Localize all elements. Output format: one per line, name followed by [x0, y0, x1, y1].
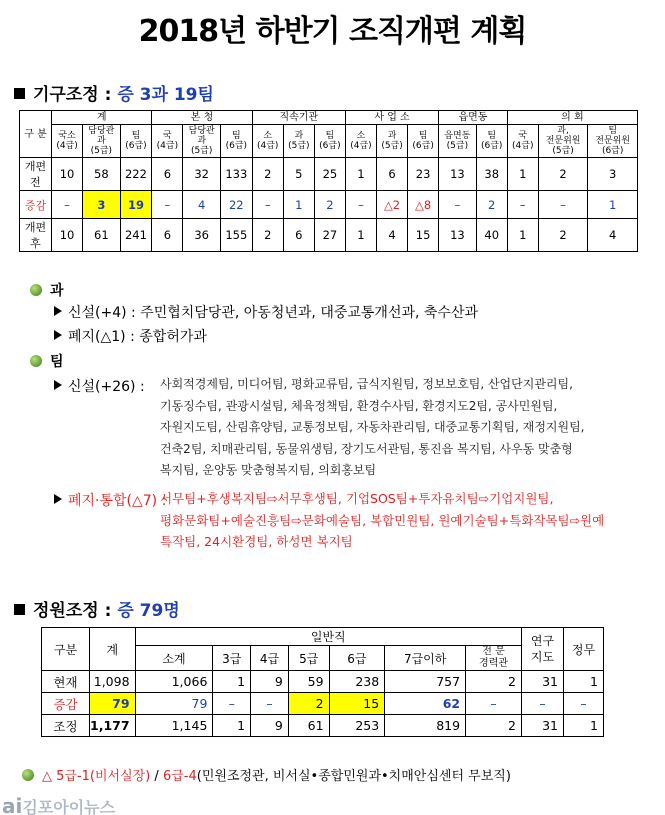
table-cell: –: [152, 191, 183, 219]
table-cell: 6: [152, 219, 183, 252]
team-new-line: 건축2팀, 치매관리팀, 동물위생팀, 장기도서관팀, 통진읍 복지팀, 사우동 맞춤형: [160, 441, 573, 456]
staff-row-label: 조정: [42, 715, 90, 737]
staff-cell: 1,066: [135, 671, 213, 693]
table-row: [20, 191, 638, 219]
table-cell: 58: [83, 158, 121, 191]
table-cell: 4: [377, 219, 408, 252]
section-org-highlight: 증 3과 19팀: [117, 85, 214, 105]
staff-cell: 31: [522, 671, 564, 693]
table-cell: 13: [439, 158, 477, 191]
org-table: [19, 110, 638, 252]
table-cell: 40: [476, 219, 507, 252]
staff-cell: –: [564, 693, 604, 715]
staff-cell: 79: [135, 693, 213, 715]
table-cell: 222: [120, 158, 152, 191]
gubun-header: 구 분: [20, 111, 52, 158]
staff-cell: 1: [213, 671, 251, 693]
section-org-label: 기구조정 :: [33, 85, 112, 105]
staff-cell: 79: [90, 693, 136, 715]
table-cell: 4: [183, 191, 221, 219]
team-new-line: 기동징수팀, 관광시설팀, 체육정책팀, 환경수사팀, 환경지도2팀, 공사민원팀,: [160, 398, 558, 413]
table-cell: 2: [252, 158, 283, 191]
table-cell: △2: [377, 191, 408, 219]
row-label: 개편전: [20, 158, 52, 191]
table-cell: 133: [220, 158, 252, 191]
triangle-bullet-icon: [54, 380, 62, 390]
group-header: 직속기관: [252, 111, 345, 125]
staff-sub-header: 3급: [213, 646, 251, 671]
staff-cell: 62: [385, 693, 466, 715]
staff-sub-header: 5급: [288, 646, 329, 671]
table-cell: 10: [52, 219, 83, 252]
team-merge-line: 서무팀+후생복지팀⇨서무후생팀, 기업SOS팀+투자유치팀⇨기업지원팀,: [160, 491, 554, 506]
table-cell: 3: [83, 191, 121, 219]
table-cell: 155: [220, 219, 252, 252]
staff-cell: 1,177: [90, 715, 136, 737]
triangle-bullet-icon: [54, 306, 62, 316]
section-org-heading: [14, 80, 214, 105]
staff-row-label: 현재: [42, 671, 90, 693]
table-cell: 10: [52, 158, 83, 191]
table-cell: 2: [252, 219, 283, 252]
table-cell: –: [507, 191, 538, 219]
team-new-line: 사회적경제팀, 미디어팀, 평화교류팀, 급식지원팀, 정보보호팀, 산업단지관리팀,: [160, 377, 573, 391]
sub-header-cell: 과 (5급): [377, 125, 408, 158]
table-cell: 19: [120, 191, 152, 219]
table-cell: 1: [507, 219, 538, 252]
sub-header-cell: 국 (4급): [152, 125, 183, 158]
staff-cell: 819: [385, 715, 466, 737]
triangle-bullet-icon: [54, 494, 62, 504]
group-header: 사 업 소: [345, 111, 438, 125]
table-cell: 2: [538, 219, 588, 252]
staff-cell: 1,098: [90, 671, 136, 693]
staff-total-header: 계: [90, 628, 136, 671]
table-cell: 241: [120, 219, 152, 252]
staff-cell: 238: [329, 671, 385, 693]
staff-cell: 1: [564, 671, 604, 693]
sub-header-cell: 국 (4급): [507, 125, 538, 158]
green-bullet-icon: [22, 769, 34, 781]
staff-cell: 2: [466, 671, 522, 693]
section-staff-label: 정원조정 :: [33, 601, 112, 621]
team-heading: 팀: [30, 351, 64, 371]
table-cell: 1: [588, 191, 638, 219]
group-header: 본 청: [152, 111, 252, 125]
sub-header-cell: 팀 (6급): [408, 125, 439, 158]
staff-cell: 2: [466, 715, 522, 737]
staff-row-label: 증감: [42, 693, 90, 715]
table-cell: –: [538, 191, 588, 219]
staff-cell: –: [251, 693, 289, 715]
team-new-list: [160, 374, 585, 482]
staff-cell: –: [213, 693, 251, 715]
table-row: [20, 219, 638, 252]
table-cell: 6: [377, 158, 408, 191]
staff-cell: 59: [288, 671, 329, 693]
staff-sub-header: 소계: [135, 646, 213, 671]
table-cell: 1: [345, 219, 376, 252]
logo: ai김포아이뉴스: [2, 794, 116, 815]
staff-row: [42, 715, 604, 737]
staff-gubun-header: 구분: [42, 628, 90, 671]
gwa-removed-row: 폐지(△1) : 종합허가과: [54, 326, 207, 346]
staff-cell: 253: [329, 715, 385, 737]
staff-cell: 61: [288, 715, 329, 737]
staff-sub-header: 4급: [251, 646, 289, 671]
section-staff-heading: [14, 596, 180, 621]
staff-research-header: 연구 지도: [522, 628, 564, 671]
footer-note: △ 5급-1(비서실장) / 6급-4(민원조정관, 비서실•종합민원과•치매안심센터 무보직): [22, 765, 511, 784]
table-cell: –: [52, 191, 83, 219]
staff-sub-header: 6급: [329, 646, 385, 671]
row-label: 증감: [20, 191, 52, 219]
table-cell: 2: [538, 158, 588, 191]
square-bullet-icon: [14, 88, 25, 99]
table-cell: 2: [476, 191, 507, 219]
team-merge-list: [160, 488, 604, 553]
sub-header-cell: 팀 (6급): [220, 125, 252, 158]
table-cell: 15: [408, 219, 439, 252]
group-header: 읍면동: [439, 111, 508, 125]
gwa-heading: 과: [30, 280, 64, 300]
staff-cell: 15: [329, 693, 385, 715]
table-cell: 61: [83, 219, 121, 252]
table-cell: 4: [588, 219, 638, 252]
staff-general-header: 일반직: [135, 628, 521, 646]
table-cell: 22: [220, 191, 252, 219]
team-new-line: 복지팀, 운양동 맞춤형복지팀, 의회홍보팀: [160, 463, 377, 477]
team-merge-label: 폐지·통합(△7) :: [54, 490, 166, 510]
table-cell: 25: [314, 158, 345, 191]
section-staff-highlight: 증 79명: [117, 601, 180, 621]
table-cell: 3: [588, 158, 638, 191]
staff-cell: –: [522, 693, 564, 715]
sub-header-cell: 국소 (4급): [52, 125, 83, 158]
staff-cell: 1: [213, 715, 251, 737]
staff-sub-header: 7급이하: [385, 646, 466, 671]
sub-header-cell: 소 (4급): [345, 125, 376, 158]
table-cell: 32: [183, 158, 221, 191]
table-row: [20, 158, 638, 191]
table-cell: 1: [507, 158, 538, 191]
staff-table: [41, 627, 604, 737]
triangle-bullet-icon: [54, 330, 62, 340]
staff-row: [42, 671, 604, 693]
sub-header-cell: 팀 (6급): [120, 125, 152, 158]
group-header: 계: [52, 111, 152, 125]
row-label: 개편후: [20, 219, 52, 252]
sub-header-cell: 팀 (6급): [476, 125, 507, 158]
sub-header-cell: 과, 전문위원 (5급): [538, 125, 588, 158]
square-bullet-icon: [14, 604, 25, 615]
table-cell: 2: [314, 191, 345, 219]
table-cell: 38: [476, 158, 507, 191]
staff-cell: 31: [522, 715, 564, 737]
table-cell: 6: [283, 219, 314, 252]
staff-cell: 1: [564, 715, 604, 737]
staff-cell: 9: [251, 671, 289, 693]
team-merge-line: 평화문화팀+예술진흥팀⇨문화예술팀, 복합민원팀, 원예기술팀+특화작목팀⇨원예: [160, 512, 605, 528]
staff-cell: –: [466, 693, 522, 715]
gwa-new-row: 신설(+4) : 주민협치담당관, 아동청년과, 대중교통개선과, 축수산과: [54, 302, 478, 322]
table-cell: –: [439, 191, 477, 219]
table-cell: △8: [408, 191, 439, 219]
page-title: 2018년 하반기 조직개편 계획: [138, 14, 527, 49]
table-cell: 1: [345, 158, 376, 191]
green-bullet-icon: [30, 284, 42, 296]
team-merge-line: 특작팀, 24시환경팀, 하성면 복지팀: [160, 534, 353, 549]
table-cell: 5: [283, 158, 314, 191]
staff-cell: 2: [288, 693, 329, 715]
table-cell: 27: [314, 219, 345, 252]
staff-row: [42, 693, 604, 715]
green-bullet-icon: [30, 355, 42, 367]
staff-official-header: 정무: [564, 628, 604, 671]
team-new-label: 신설(+26) :: [54, 376, 145, 396]
table-cell: 23: [408, 158, 439, 191]
sub-header-cell: 팀 (6급): [314, 125, 345, 158]
staff-sub-header: 전 문 경력관: [466, 646, 522, 671]
sub-header-cell: 담당관 과 (5급): [83, 125, 121, 158]
group-header: 의 회: [507, 111, 637, 125]
table-cell: 36: [183, 219, 221, 252]
team-new-line: 자원지도팀, 산림휴양팀, 교통정보팀, 자동차관리팀, 대중교통기획팀, 재정지원팀,: [160, 420, 585, 434]
sub-header-cell: 읍면동 (5급): [439, 125, 477, 158]
table-cell: 6: [152, 158, 183, 191]
table-cell: 13: [439, 219, 477, 252]
sub-header-cell: 과 (5급): [283, 125, 314, 158]
sub-header-cell: 담당관 과 (5급): [183, 125, 221, 158]
table-cell: 1: [283, 191, 314, 219]
table-cell: –: [252, 191, 283, 219]
staff-cell: 9: [251, 715, 289, 737]
staff-cell: 757: [385, 671, 466, 693]
staff-cell: 1,145: [135, 715, 213, 737]
sub-header-cell: 팀 전문위원 (6급): [588, 125, 638, 158]
sub-header-cell: 소 (4급): [252, 125, 283, 158]
table-cell: –: [345, 191, 376, 219]
